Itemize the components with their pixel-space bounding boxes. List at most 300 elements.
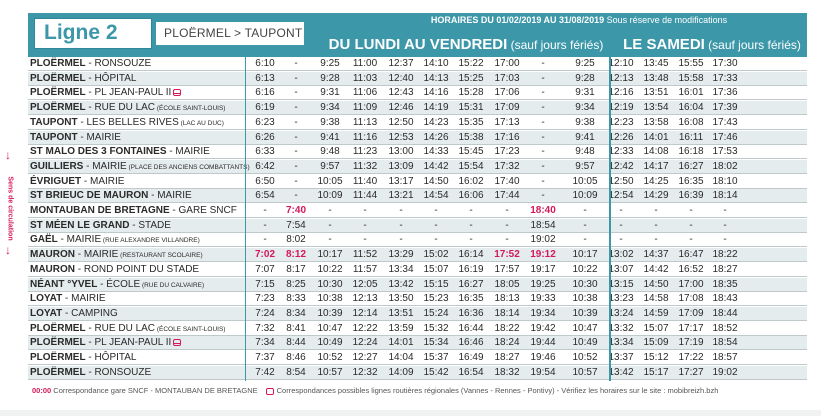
time-cell: 13:54 bbox=[643, 102, 669, 114]
stop-town: ÉVRIGUET bbox=[30, 175, 82, 187]
time-cell: 9:28 bbox=[320, 72, 340, 84]
time-cell: 12:32 bbox=[352, 366, 378, 378]
time-cell: 17:23 bbox=[494, 146, 520, 158]
time-cell: 13:51 bbox=[388, 307, 414, 319]
time-cell: 18:35 bbox=[712, 278, 738, 290]
time-cell: 8:44 bbox=[286, 337, 306, 349]
validity-disclaimer: Sous réserve de modifications bbox=[604, 15, 728, 25]
time-cell: 15:54 bbox=[458, 160, 484, 172]
time-cell: 16:19 bbox=[458, 263, 484, 275]
table-row bbox=[28, 189, 807, 203]
time-cell: 14:50 bbox=[423, 175, 449, 187]
time-cell: 13:09 bbox=[388, 160, 414, 172]
time-cell: 16:11 bbox=[678, 131, 704, 143]
time-cell: 12:19 bbox=[608, 102, 634, 114]
time-cell: - bbox=[294, 131, 298, 143]
time-cell: 12:46 bbox=[388, 102, 414, 114]
time-cell: - bbox=[363, 234, 367, 246]
time-cell: 17:36 bbox=[712, 87, 738, 99]
time-cell: - bbox=[505, 205, 509, 216]
time-cell: 15:28 bbox=[458, 87, 484, 99]
time-cell: 7:37 bbox=[255, 352, 275, 363]
stop-name bbox=[30, 189, 192, 202]
time-cell: 8:33 bbox=[286, 293, 306, 305]
time-cell: 19:02 bbox=[712, 366, 738, 378]
time-cell: 19:46 bbox=[530, 352, 556, 363]
stop-name bbox=[30, 204, 237, 217]
time-cell: - bbox=[689, 219, 693, 231]
stop-detail: - CAMPING bbox=[62, 307, 118, 319]
time-cell: 18:27 bbox=[494, 352, 520, 363]
stop-detail: - MAIRIE bbox=[57, 234, 102, 246]
time-cell: 15:38 bbox=[458, 131, 484, 143]
stop-detail: - HÔPITAL bbox=[85, 352, 137, 363]
time-cell: - bbox=[263, 234, 267, 246]
time-cell: 18:57 bbox=[712, 352, 738, 363]
time-cell: 9:34 bbox=[320, 102, 340, 114]
time-cell: 17:52 bbox=[494, 249, 520, 261]
time-cell: - bbox=[294, 160, 298, 172]
time-cell: 10:22 bbox=[572, 263, 598, 275]
time-cell: - bbox=[469, 219, 473, 231]
stop-note: (ÉCOLE SAINT-LOUIS) bbox=[155, 105, 226, 113]
time-cell: 10:17 bbox=[572, 249, 598, 261]
time-cell: 12:26 bbox=[608, 131, 634, 143]
stop-town: NÉANT °YVEL bbox=[30, 278, 98, 290]
stop-name bbox=[30, 278, 204, 291]
time-cell: - bbox=[263, 219, 267, 231]
time-cell: 9:25 bbox=[575, 58, 595, 69]
stop-name bbox=[30, 233, 200, 246]
time-cell: - bbox=[294, 58, 298, 69]
time-cell: - bbox=[541, 190, 545, 202]
time-cell: 14:08 bbox=[643, 146, 669, 158]
time-cell: 16:04 bbox=[678, 102, 704, 114]
time-cell: 18:44 bbox=[712, 307, 738, 319]
time-cell: - bbox=[263, 205, 267, 216]
time-cell: 9:25 bbox=[320, 58, 340, 69]
time-cell: 15:07 bbox=[423, 263, 449, 275]
time-cell: 12:22 bbox=[352, 322, 378, 334]
time-cell: 18:40 bbox=[530, 205, 556, 216]
time-cell: 7:23 bbox=[255, 293, 275, 305]
time-cell: 6:10 bbox=[255, 58, 275, 69]
time-cell: 17:33 bbox=[712, 72, 738, 84]
time-cell: - bbox=[619, 219, 623, 231]
time-cell: 11:03 bbox=[352, 72, 378, 84]
time-cell: 18:32 bbox=[494, 366, 520, 378]
time-cell: 19:44 bbox=[530, 337, 556, 349]
time-cell: - bbox=[689, 234, 693, 246]
time-cell: 12:13 bbox=[608, 72, 634, 84]
time-cell: 9:38 bbox=[575, 116, 595, 128]
time-cell: 15:31 bbox=[458, 102, 484, 114]
time-cell: 13:23 bbox=[608, 293, 634, 305]
time-cell: - bbox=[654, 205, 658, 216]
time-cell: - bbox=[619, 234, 623, 246]
time-cell: 9:31 bbox=[320, 87, 340, 99]
legend-sncf-text: Correspondance gare SNCF - MONTAUBAN DE BRETAGNE bbox=[51, 386, 258, 395]
time-cell: 14:37 bbox=[643, 249, 669, 261]
table-row bbox=[28, 101, 807, 115]
time-cell: 12:24 bbox=[352, 337, 378, 349]
time-cell: 12:14 bbox=[352, 307, 378, 319]
time-cell: 10:38 bbox=[317, 293, 343, 305]
time-cell: 10:39 bbox=[317, 307, 343, 319]
stop-name bbox=[30, 72, 137, 85]
time-cell: 12:50 bbox=[608, 175, 634, 187]
table-row bbox=[28, 204, 807, 218]
stop-name bbox=[30, 57, 151, 70]
time-cell: 13:42 bbox=[608, 366, 634, 378]
time-cell: 11:23 bbox=[352, 146, 378, 158]
arrow-down-icon: ↓ bbox=[5, 243, 11, 257]
saturday-note: (sauf jours fériés) bbox=[704, 38, 801, 52]
time-cell: - bbox=[654, 234, 658, 246]
time-cell: 13:34 bbox=[388, 263, 414, 275]
route-label: PLOËRMEL > TAUPONT bbox=[164, 26, 303, 40]
table-row bbox=[28, 57, 807, 71]
stop-detail: - GARE SNCF bbox=[169, 205, 237, 216]
time-cell: - bbox=[723, 234, 727, 246]
time-cell: 14:42 bbox=[643, 263, 669, 275]
weekday-note: (sauf jours fériés) bbox=[507, 38, 604, 52]
line-number: Ligne 2 bbox=[44, 21, 118, 44]
stop-town: PLOËRMEL bbox=[30, 87, 86, 99]
table-row bbox=[28, 307, 807, 321]
time-cell: - bbox=[469, 234, 473, 246]
time-cell: 13:07 bbox=[608, 263, 634, 275]
time-cell: - bbox=[399, 219, 403, 231]
stop-detail: - MAIRIE bbox=[83, 160, 127, 172]
time-cell: 19:02 bbox=[530, 234, 556, 246]
time-cell: 14:10 bbox=[423, 58, 449, 69]
direction-label: Sens de circulation bbox=[6, 176, 14, 241]
time-cell: 12:16 bbox=[608, 87, 634, 99]
time-cell: - bbox=[541, 146, 545, 158]
stop-name bbox=[30, 263, 199, 276]
time-cell: 10:09 bbox=[317, 190, 343, 202]
time-cell: 17:00 bbox=[494, 58, 520, 69]
time-cell: 11:52 bbox=[352, 249, 378, 261]
time-cell: 15:09 bbox=[643, 337, 669, 349]
stop-town: PLOËRMEL bbox=[30, 337, 86, 349]
time-cell: - bbox=[541, 175, 545, 187]
time-cell: 7:54 bbox=[286, 219, 306, 231]
stop-detail: - RONSOUZE bbox=[85, 366, 152, 378]
time-cell: 17:13 bbox=[494, 116, 520, 128]
time-cell: 13:59 bbox=[388, 322, 414, 334]
time-cell: 14:59 bbox=[643, 307, 669, 319]
stop-note: (ÉCOLE SAINT-LOUIS) bbox=[155, 325, 226, 333]
time-cell: 11:44 bbox=[352, 190, 378, 202]
time-cell: 16:54 bbox=[458, 366, 484, 378]
time-cell: 18:14 bbox=[494, 307, 520, 319]
legend bbox=[32, 386, 802, 398]
time-cell: - bbox=[363, 205, 367, 216]
stop-name bbox=[30, 101, 225, 114]
time-cell: 9:28 bbox=[575, 72, 595, 84]
stop-name bbox=[30, 307, 118, 320]
time-cell: 15:55 bbox=[678, 58, 704, 69]
time-cell: 13:02 bbox=[608, 249, 634, 261]
time-cell: 18:05 bbox=[494, 278, 520, 290]
time-cell: 8:12 bbox=[285, 249, 306, 261]
time-cell: 7:07 bbox=[255, 263, 275, 275]
time-cell: 16:46 bbox=[458, 337, 484, 349]
time-cell: - bbox=[723, 219, 727, 231]
time-cell: 14:26 bbox=[423, 131, 449, 143]
stop-town: LOYAT bbox=[30, 293, 63, 305]
time-cell: 18:27 bbox=[712, 263, 738, 275]
time-cell: - bbox=[541, 160, 545, 172]
time-cell: 7:15 bbox=[255, 278, 275, 290]
stop-name bbox=[30, 131, 121, 144]
time-cell: - bbox=[505, 219, 509, 231]
time-cell: 15:23 bbox=[423, 293, 449, 305]
route-badge bbox=[156, 22, 304, 45]
weekday-title: DU LUNDI AU VENDREDI bbox=[328, 36, 508, 53]
time-cell: 10:52 bbox=[572, 352, 598, 363]
time-cell: 19:12 bbox=[530, 249, 556, 261]
time-cell: 10:47 bbox=[572, 322, 598, 334]
time-cell: 13:51 bbox=[643, 87, 669, 99]
stop-name bbox=[30, 336, 181, 349]
time-cell: 10:39 bbox=[572, 307, 598, 319]
time-cell: 9:48 bbox=[575, 146, 595, 158]
time-cell: 17:43 bbox=[712, 116, 738, 128]
time-cell: 16:35 bbox=[458, 293, 484, 305]
time-cell: 15:45 bbox=[458, 146, 484, 158]
stop-detail: - LES BELLES RIVES bbox=[77, 116, 179, 128]
stop-detail: - MAIRIE bbox=[166, 146, 210, 158]
stop-town: PLOËRMEL bbox=[30, 366, 86, 378]
time-cell: 12:33 bbox=[608, 146, 634, 158]
time-cell: 14:58 bbox=[643, 293, 669, 305]
time-cell: 13:42 bbox=[388, 278, 414, 290]
time-cell: 8:54 bbox=[286, 366, 306, 378]
time-cell: 13:17 bbox=[388, 175, 414, 187]
time-cell: - bbox=[689, 205, 693, 216]
table-row bbox=[28, 263, 807, 277]
time-cell: 10:47 bbox=[317, 322, 343, 334]
time-cell: 8:25 bbox=[286, 278, 306, 290]
time-cell: 9:41 bbox=[320, 131, 340, 143]
stop-town: MAURON bbox=[30, 263, 75, 275]
time-cell: 17:09 bbox=[678, 307, 704, 319]
time-cell: 15:17 bbox=[643, 366, 669, 378]
time-cell: 16:39 bbox=[678, 190, 704, 202]
time-cell: 15:58 bbox=[678, 72, 704, 84]
stop-name bbox=[30, 248, 203, 261]
table-row bbox=[28, 233, 807, 247]
time-cell: 18:22 bbox=[712, 249, 738, 261]
time-cell: 17:03 bbox=[494, 72, 520, 84]
time-cell: - bbox=[583, 234, 587, 246]
stop-name bbox=[30, 292, 106, 305]
time-cell: - bbox=[328, 219, 332, 231]
time-cell: - bbox=[434, 219, 438, 231]
time-cell: 14:25 bbox=[643, 175, 669, 187]
time-cell: 17:08 bbox=[678, 293, 704, 305]
stop-name bbox=[30, 175, 124, 188]
weekday-heading bbox=[318, 36, 614, 53]
stop-note: (PLACE DES ANCIENS COMBATTANTS) bbox=[126, 163, 250, 171]
stop-name bbox=[30, 116, 224, 129]
time-cell: 7:02 bbox=[254, 249, 275, 261]
time-cell: 17:19 bbox=[678, 337, 704, 349]
time-cell: 10:30 bbox=[317, 278, 343, 290]
time-cell: 13:58 bbox=[643, 116, 669, 128]
time-cell: 6:54 bbox=[255, 190, 275, 202]
time-cell: 14:13 bbox=[423, 72, 449, 84]
table-row bbox=[28, 292, 807, 306]
time-cell: 12:54 bbox=[608, 190, 634, 202]
stop-town: ST MALO DES 3 FONTAINES bbox=[30, 146, 167, 158]
time-cell: 9:41 bbox=[575, 131, 595, 143]
time-cell: 18:10 bbox=[712, 175, 738, 187]
time-cell: 12:05 bbox=[352, 278, 378, 290]
time-cell: 13:50 bbox=[388, 293, 414, 305]
table-row bbox=[28, 248, 807, 262]
time-cell: 14:33 bbox=[423, 146, 449, 158]
time-cell: 11:00 bbox=[352, 58, 378, 69]
time-cell: 9:31 bbox=[575, 87, 595, 99]
time-cell: 14:23 bbox=[423, 116, 449, 128]
time-cell: 16:18 bbox=[678, 146, 704, 158]
time-cell: 19:54 bbox=[530, 366, 556, 378]
time-cell: 15:22 bbox=[458, 58, 484, 69]
time-cell: - bbox=[294, 146, 298, 158]
stop-town: PLOËRMEL bbox=[30, 102, 86, 114]
time-cell: 8:17 bbox=[286, 263, 306, 275]
time-cell: 8:41 bbox=[286, 322, 306, 334]
time-cell: 6:50 bbox=[255, 175, 275, 187]
time-cell: 15:07 bbox=[643, 322, 669, 334]
time-cell: 15:15 bbox=[423, 278, 449, 290]
time-cell: - bbox=[434, 205, 438, 216]
time-cell: - bbox=[399, 205, 403, 216]
time-cell: 13:00 bbox=[388, 146, 414, 158]
time-cell: 10:52 bbox=[317, 352, 343, 363]
table-row bbox=[28, 160, 807, 174]
time-cell: 14:17 bbox=[643, 160, 669, 172]
arrow-down-icon: ↓ bbox=[5, 148, 11, 162]
stop-name bbox=[30, 322, 225, 335]
time-cell: 17:00 bbox=[678, 278, 704, 290]
time-cell: - bbox=[294, 190, 298, 202]
time-cell: 18:54 bbox=[530, 219, 556, 231]
time-cell: 12:37 bbox=[388, 58, 414, 69]
time-cell: 7:34 bbox=[255, 337, 275, 349]
time-cell: 16:52 bbox=[678, 263, 704, 275]
time-cell: - bbox=[399, 234, 403, 246]
time-cell: 9:38 bbox=[320, 116, 340, 128]
stop-name bbox=[30, 86, 181, 99]
time-cell: 10:49 bbox=[317, 337, 343, 349]
time-cell: 13:37 bbox=[608, 352, 634, 363]
stop-detail: - RUE DU LAC bbox=[85, 102, 156, 114]
stop-town: TAUPONT bbox=[30, 116, 78, 128]
time-cell: - bbox=[328, 205, 332, 216]
time-cell: 16:44 bbox=[458, 322, 484, 334]
saturday-title: LE SAMEDI bbox=[623, 36, 705, 53]
time-cell: 19:33 bbox=[530, 293, 556, 305]
time-cell: 15:37 bbox=[423, 352, 449, 363]
time-cell: 12:43 bbox=[388, 87, 414, 99]
table-row bbox=[28, 86, 807, 100]
time-cell: - bbox=[619, 205, 623, 216]
time-cell: - bbox=[541, 58, 545, 69]
time-cell: 7:24 bbox=[255, 307, 275, 319]
time-cell: 16:49 bbox=[458, 352, 484, 363]
time-cell: 16:06 bbox=[458, 190, 484, 202]
time-cell: 17:30 bbox=[712, 58, 738, 69]
validity-period bbox=[354, 15, 804, 25]
time-cell: 6:42 bbox=[255, 160, 275, 172]
stop-detail: - STADE bbox=[129, 219, 171, 231]
stop-town: GAËL bbox=[30, 234, 58, 246]
time-cell: 6:26 bbox=[255, 131, 275, 143]
table-row bbox=[28, 322, 807, 336]
time-cell: 17:46 bbox=[712, 131, 738, 143]
time-cell: 10:09 bbox=[572, 190, 598, 202]
time-cell: 10:05 bbox=[317, 175, 343, 187]
time-cell: 6:19 bbox=[255, 102, 275, 114]
table-row bbox=[28, 366, 807, 380]
table-row bbox=[28, 131, 807, 145]
time-cell: 11:13 bbox=[352, 116, 378, 128]
time-cell: 17:53 bbox=[712, 146, 738, 158]
time-cell: 19:25 bbox=[530, 278, 556, 290]
stop-town: PLOËRMEL bbox=[30, 58, 86, 69]
time-cell: 18:24 bbox=[494, 337, 520, 349]
stop-detail: - HÔPITAL bbox=[85, 72, 137, 84]
time-cell: 16:36 bbox=[458, 307, 484, 319]
time-cell: 12:42 bbox=[608, 160, 634, 172]
time-cell: 17:16 bbox=[494, 131, 520, 143]
time-cell: 11:40 bbox=[352, 175, 378, 187]
time-cell: - bbox=[541, 131, 545, 143]
time-cell: - bbox=[583, 219, 587, 231]
stop-town: GUILLIERS bbox=[30, 160, 84, 172]
stop-town: TAUPONT bbox=[30, 131, 78, 143]
time-cell: 11:57 bbox=[352, 263, 378, 275]
time-cell: 13:21 bbox=[388, 190, 414, 202]
time-cell: 7:32 bbox=[255, 322, 275, 334]
stop-note: (RESTAURANT SCOLAIRE) bbox=[118, 252, 203, 260]
time-cell: 16:08 bbox=[678, 116, 704, 128]
time-cell: 10:57 bbox=[572, 366, 598, 378]
stop-town: PLOËRMEL bbox=[30, 72, 86, 84]
stop-note: (LAC AU DUC) bbox=[178, 119, 224, 127]
table-row bbox=[28, 145, 807, 159]
time-cell: 14:50 bbox=[643, 278, 669, 290]
time-cell: 10:57 bbox=[317, 366, 343, 378]
time-cell: 15:12 bbox=[643, 352, 669, 363]
stop-detail: - MAIRIE bbox=[75, 249, 119, 261]
stop-detail: - PL JEAN-PAUL II bbox=[85, 87, 172, 99]
stop-detail: - MAIRIE bbox=[81, 175, 125, 187]
time-cell: 16:35 bbox=[678, 175, 704, 187]
time-cell: 10:22 bbox=[317, 263, 343, 275]
time-cell: 7:42 bbox=[255, 366, 275, 378]
time-cell: 15:32 bbox=[423, 322, 449, 334]
stop-detail: - MAIRIE bbox=[148, 190, 192, 202]
period-divider bbox=[609, 57, 611, 381]
time-cell: - bbox=[363, 219, 367, 231]
time-cell: 18:13 bbox=[494, 293, 520, 305]
